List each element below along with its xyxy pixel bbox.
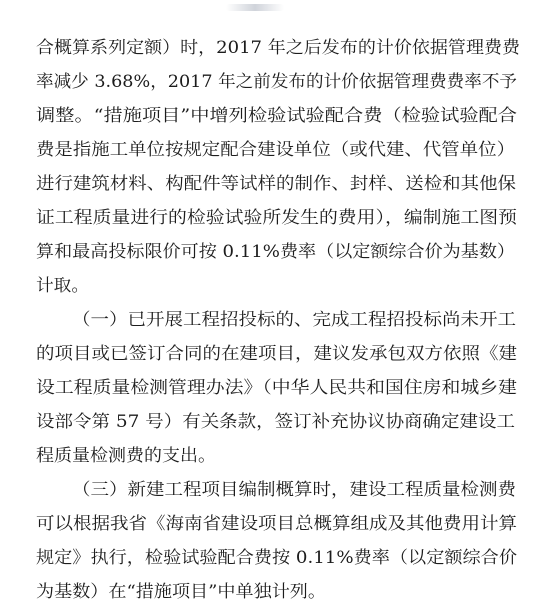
text-line: 算和最高投标限价可按 0.11%费率（以定额综合价为基数） — [36, 242, 515, 262]
text-line: 率减少 3.68%，2017 年之前发布的计价依据管理费费率不予 — [36, 72, 517, 92]
text-line: 进行建筑材料、构配件等试样的制作、封样、送检和其他保 — [36, 174, 516, 194]
text-line: 的项目或已签订合同的在建项目，建议发承包双方依照《建 — [36, 344, 517, 364]
text-line: 设部令第 57 号）有关条款，签订补充协议协商确定建设工 — [36, 412, 515, 432]
text-line: 证工程质量进行的检验试验所发生的费用），编制施工图预 — [36, 208, 517, 228]
text-line: 计取。 — [36, 276, 89, 296]
text-line: 设工程质量检测管理办法》（中华人民共和国住房和城乡建 — [36, 378, 517, 398]
text-line: 程质量检测费的支出。 — [36, 446, 217, 466]
text-line: 合概算系列定额）时，2017 年之后发布的计价依据管理费费 — [36, 38, 520, 58]
text-line: 规定》执行，检验试验配合费按 0.11%费率（以定额综合价 — [36, 548, 517, 568]
text-line: （一）已开展工程招投标的、完成工程招投标尚未开工 — [72, 310, 516, 330]
text-line: 费是指施工单位按规定配合建设单位（或代建、代管单位） — [36, 140, 515, 160]
text-line: （三）新建工程项目编制概算时，建设工程质量检测费 — [72, 480, 516, 500]
text-line: 为基数）在“措施项目”中单独计列。 — [36, 582, 326, 602]
text-line: 调整。“措施项目”中增列检验试验配合费（检验试验配合 — [36, 106, 517, 126]
top-scan-mark — [226, 4, 284, 11]
text-line: 可以根据我省《海南省建设项目总概算组成及其他费用计算 — [36, 514, 517, 534]
